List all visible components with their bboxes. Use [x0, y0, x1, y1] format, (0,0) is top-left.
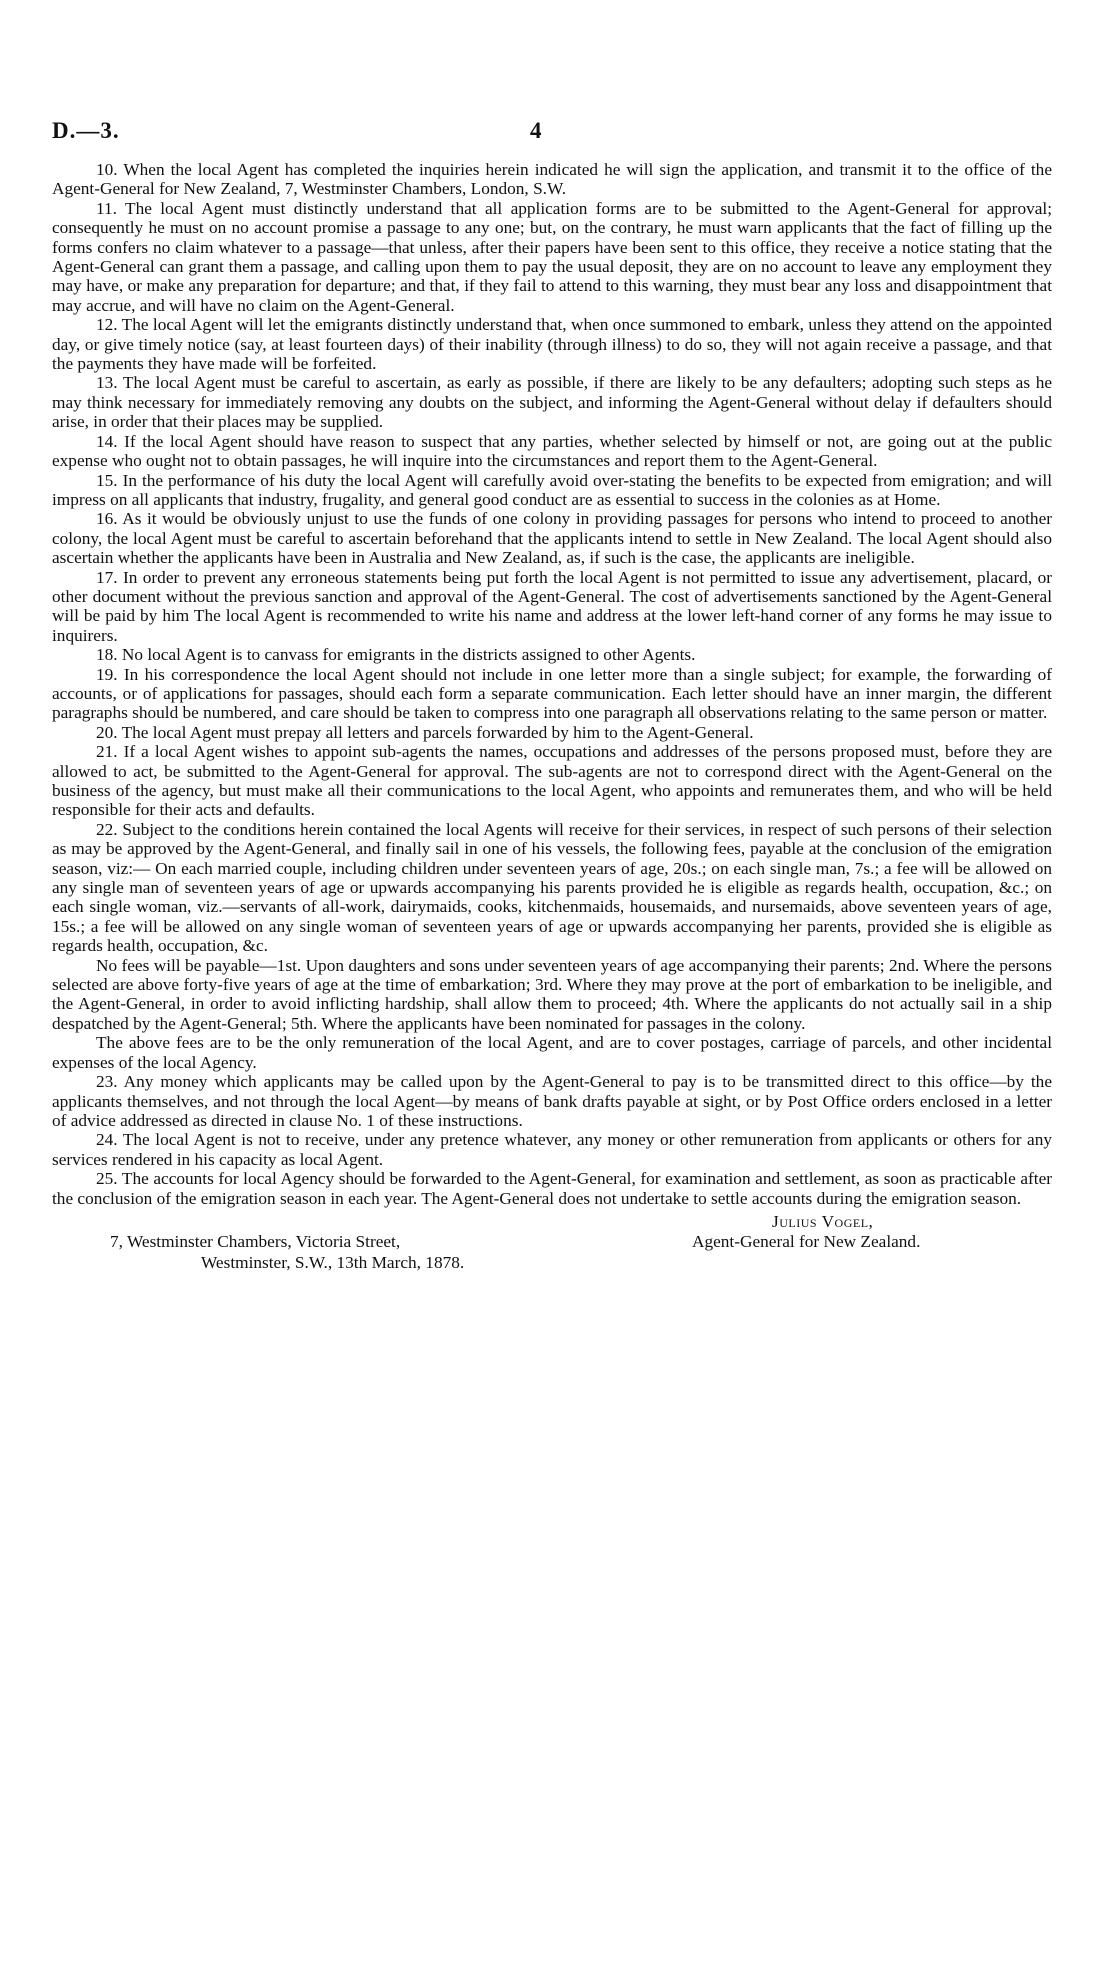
- paragraph-14: 14. If the local Agent should have reason to suspect that any parties, whether selected by himself or not, are going out at the public expense who ought not to obtain passages, he will inquire into the circumstances and report them to the Agent-General.: [52, 431, 1052, 471]
- paragraph-22-remuneration: The above fees are to be the only remuneration of the local Agent, and are to cover postages, carriage of parcels, and other incidental expenses of the local Agency.: [52, 1033, 1052, 1072]
- paragraph-10: 10. When the local Agent has completed the inquiries herein indicated he will sign the application, and transmit it to the office of the Agent-General for New Zealand, 7, Westminster Chambers, London, S.W.: [52, 160, 1052, 199]
- paragraph-13: 13. The local Agent must be careful to ascertain, as early as possible, if there are likely to be any defaulters; adopting such steps as he may think necessary for immediately removing any doubts on the subject, and informing the Agent-General without delay if defaulters should arise, in order that their places may be supplied.: [52, 373, 1052, 432]
- document-reference: D.—3.: [52, 118, 120, 143]
- paragraph-22: 22. Subject to the conditions herein contained the local Agents will receive for their services, in respect of such persons of their selection as may be approved by the Agent-General, and finally sail in one of his vessels, the following fees, payable at the conclusion of the emigration season, viz:— On each married couple, including children under seventeen years of age, 20s.; on each single man, 7s.; a fee will be allowed on any single man of seventeen years of age or upwards accompanying his parents provided he is eligible as regards health, occupation, &c.; on each single woman, viz.—servants of all-work, dairymaids, cooks, kitchenmaids, housemaids, and nursemaids, above seventeen years of age, 15s.; a fee will be allowed on any single woman of seventeen years of age or upwards accompanying her parents, provided she is eligible as regards health, occupation, &c.: [52, 819, 1052, 956]
- paragraph-20: 20. The local Agent must prepay all letters and parcels forwarded by him to the Agent-General.: [96, 722, 754, 742]
- paragraph-12: 12. The local Agent will let the emigrants distinctly understand that, when once summoned to embark, unless they attend on the appointed day, or give timely notice (say, at least fourteen days) of their inability (through illness) to do so, they will not again receive a passage, and that the payments they have made will be forfeited.: [52, 315, 1052, 374]
- paragraph-17: 17. In order to prevent any erroneous statements being put forth the local Agent is not permitted to issue any advertisement, placard, or other document without the previous sanction and approval of the Agent-General. The cost of advertisements sanctioned by the Agent-General will be paid by him The local Agent is recommended to write his name and address at the lower left-hand corner of any forms he may issue to inquirers.: [52, 567, 1052, 645]
- address-line-1: 7, Westminster Chambers, Victoria Street,: [110, 1231, 401, 1251]
- page-header: [52, 118, 1052, 160]
- signer-title: Agent-General for New Zealand.: [692, 1231, 921, 1251]
- address-line-2: Westminster, S.W., 13th March, 1878.: [201, 1252, 465, 1272]
- signature-block: [52, 1212, 1052, 1312]
- document-page: [52, 118, 1052, 1312]
- paragraph-23: 23. Any money which applicants may be called upon by the Agent-General to pay is to be transmitted direct to this office—by the applicants themselves, and not through the local Agent—by means of bank drafts payable at sight, or by Post Office orders enclosed in a letter of advice addressed as directed in clause No. 1 of these instructions.: [52, 1072, 1052, 1130]
- paragraph-24: 24. The local Agent is not to receive, under any pretence whatever, any money or other remuneration from applicants or others for any services rendered in his capacity as local Agent.: [52, 1130, 1052, 1169]
- paragraph-25: 25. The accounts for local Agency should be forwarded to the Agent-General, for examination and settlement, as soon as practicable after the conclusion of the emigration season in each year. The Agent-General does not undertake to settle accounts during the emigration season.: [52, 1169, 1052, 1208]
- paragraph-19: 19. In his correspondence the local Agent should not include in one letter more than a single subject; for example, the forwarding of accounts, or of applications for passages, should each form a separate communication. Each letter should have an inner margin, the different paragraphs should be numbered, and care should be taken to compress into one paragraph all observations relating to the same person or matter.: [52, 664, 1052, 723]
- paragraph-16: 16. As it would be obviously unjust to use the funds of one colony in providing passages for persons who intend to proceed to another colony, the local Agent must be careful to ascertain beforehand that the applicants intend to settle in New Zealand. The local Agent should also ascertain whether the applicants have been in Australia and New Zealand, as, if such is the case, the applicants are ineligible.: [52, 509, 1052, 568]
- paragraph-18: 18. No local Agent is to canvass for emigrants in the districts assigned to other Agents.: [96, 645, 696, 665]
- signer-name: Julius Vogel,: [772, 1211, 874, 1231]
- page-number: 4: [530, 118, 542, 143]
- paragraph-22-no-fees: No fees will be payable—1st. Upon daughters and sons under seventeen years of age accompanying their parents; 2nd. Where the persons selected are above forty-five years of age at the time of embarkation; 3rd. Where they may prove at the port of embarkation to be ineligible, and the Agent-General, in order to avoid inflicting hardship, shall allow them to proceed; 4th. Where the applicants do not actually sail in a ship despatched by the Agent-General; 5th. Where the applicants have been nominated for passages in the colony.: [52, 955, 1052, 1033]
- paragraph-11: 11. The local Agent must distinctly understand that all application forms are to be submitted to the Agent-General for approval; consequently he must on no account promise a passage to any one; but, on the contrary, he must warn applicants that the fact of filling up the forms confers no claim whatever to a passage—that unless, after their papers have been sent to this office, they receive a notice stating that the Agent-General can grant them a passage, and calling upon them to pay the usual deposit, they are on no account to leave any employment they may have, or make any preparation for departure; and that, if they fail to attend to this warning, they must bear any loss and disappointment that may accrue, and will have no claim on the Agent-General.: [52, 198, 1052, 315]
- instructions-body: [52, 160, 1052, 1208]
- paragraph-15: 15. In the performance of his duty the local Agent will carefully avoid over-stating the benefits to be expected from emigration; and will impress on all applicants that industry, frugality, and general good conduct are as essential to success in the colonies as at Home.: [52, 470, 1052, 509]
- paragraph-21: 21. If a local Agent wishes to appoint sub-agents the names, occupations and addresses of the persons proposed must, before they are allowed to act, be submitted to the Agent-General for approval. The sub-agents are not to correspond direct with the Agent-General on the business of the agency, but must make all their communications to the local Agent, who appoints and remunerates them, and who will be held responsible for their acts and defaults.: [52, 742, 1052, 820]
